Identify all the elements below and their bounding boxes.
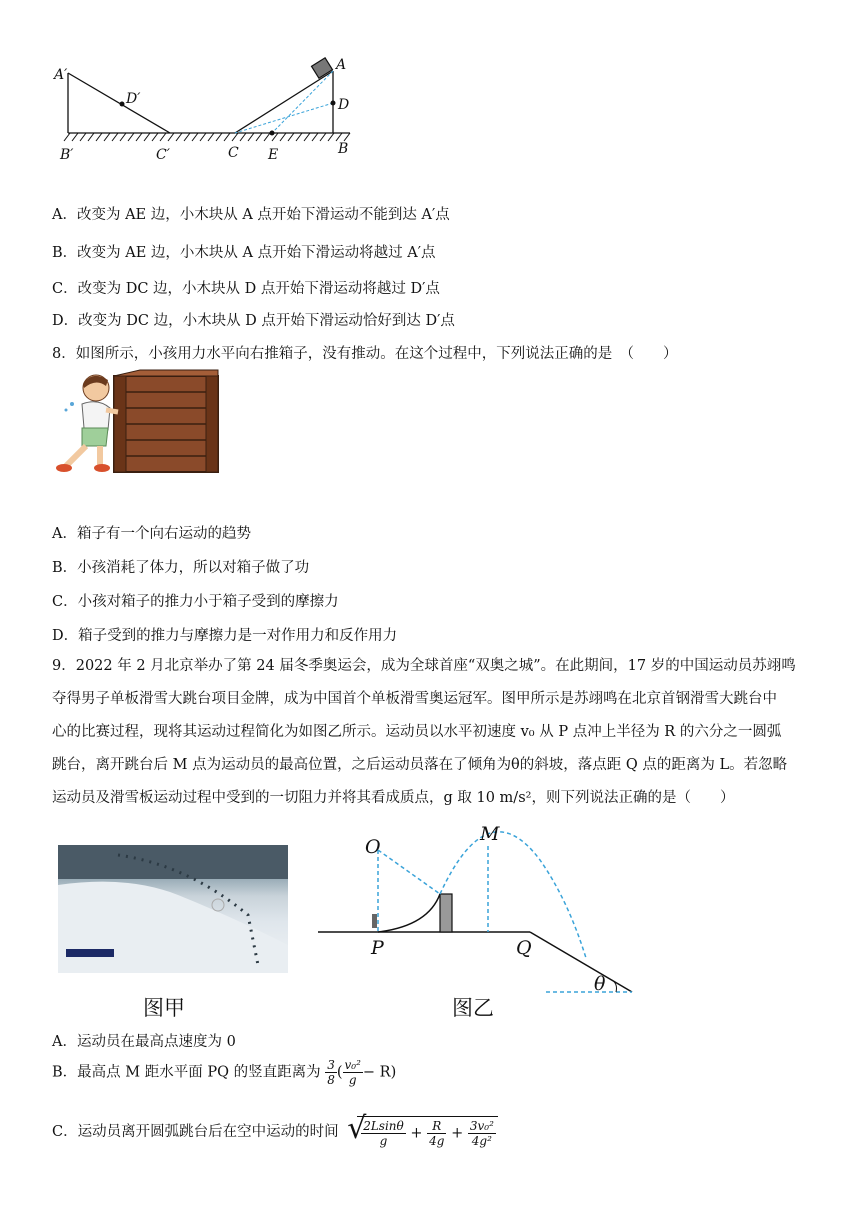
frac-num: 3v₀² bbox=[469, 1119, 494, 1133]
label-b-prime: B′ bbox=[60, 147, 74, 163]
frac-den: 4g² bbox=[471, 1134, 492, 1148]
frac-den: 4g bbox=[429, 1134, 445, 1148]
label-m: M bbox=[480, 823, 500, 845]
frac-num: √ 2Lsinθ bbox=[363, 1119, 404, 1133]
q9-option-b-text: B．最高点 M 距水平面 PQ 的竖直距离为 bbox=[52, 1064, 321, 1081]
q9-stem-line-1: 9．2022 年 2 月北京举办了第 24 届冬季奥运会，成为全球首座“双奥之城”。在此期间，17 岁的中国运动员苏翊鸣 bbox=[52, 658, 796, 674]
frac-num: v₀² bbox=[344, 1058, 361, 1072]
q8-option-b: B．小孩消耗了体力，所以对箱子做了功 bbox=[52, 560, 310, 576]
label-theta: θ bbox=[594, 973, 606, 995]
q9-stem-line-2: 夺得男子单板滑雪大跳台项目金牌，成为中国首个单板滑雪奥运冠军。图甲所示是苏翊鸣在北京首钢滑雪大跳台中 bbox=[52, 691, 777, 707]
frac-term-3 bbox=[468, 1119, 496, 1148]
q9-option-b-tail: − R) bbox=[362, 1064, 397, 1081]
ski-trajectory-diagram bbox=[318, 820, 648, 1000]
label-a: A bbox=[336, 57, 347, 73]
frac-num: 3 bbox=[327, 1058, 335, 1072]
q9-stem-line-5: 运动员及滑雪板运动过程中受到的一切阻力并将其看成质点，g 取 10 m/s²，则下列说法正确的是（ ） bbox=[52, 790, 735, 806]
label-q: Q bbox=[516, 937, 532, 959]
label-a-prime: A′ bbox=[54, 67, 68, 83]
q8-option-d: D．箱子受到的推力与摩擦力是一对作用力和反作用力 bbox=[52, 628, 398, 644]
label-d-prime: D′ bbox=[126, 91, 141, 107]
q7-option-b: B．改变为 AE 边，小木块从 A 点开始下滑运动将越过 A′点 bbox=[52, 245, 436, 261]
q9-option-b-coef bbox=[325, 1058, 337, 1087]
fig-caption-right: 图乙 bbox=[452, 996, 494, 1020]
q7-option-c: C．改变为 DC 边，小木块从 D 点开始下滑运动将越过 D′点 bbox=[52, 281, 440, 297]
q8-stem: 8．如图所示，小孩用力水平向右推箱子，没有推动。在这个过程中，下列说法正确的是 （ ） bbox=[52, 346, 678, 362]
q9-stem-line-4: 跳台，离开跳台后 M 点为运动员的最高位置，之后运动员落在了倾角为θ的斜坡，落点距 Q 点的距离为 L。若忽略 bbox=[52, 757, 788, 773]
child-pushing-box-illustration bbox=[52, 368, 224, 476]
frac-den: 8 bbox=[327, 1073, 335, 1087]
label-o: O bbox=[365, 836, 381, 858]
label-p: P bbox=[371, 937, 384, 959]
label-c-prime: C′ bbox=[156, 147, 170, 163]
q7-option-d: D．改变为 DC 边，小木块从 D 点开始下滑运动恰好到达 D′点 bbox=[52, 313, 455, 329]
q9-option-c-text: C．运动员离开圆弧跳台后在空中运动的时间 bbox=[52, 1124, 339, 1140]
label-d: D bbox=[338, 97, 350, 113]
frac-term-2 bbox=[427, 1119, 446, 1148]
q8-option-a: A．箱子有一个向右运动的趋势 bbox=[52, 526, 251, 542]
q9-option-c-sqrt: √ $\frac{2Lsin\theta}{g}$ + $\frac{R}{4g}$ + $\frac{\text{3v₀²}}{\text{4g²}}$ bbox=[357, 1116, 498, 1148]
ski-jump-photo bbox=[58, 845, 288, 973]
label-b: B bbox=[338, 141, 349, 157]
frac-term-1 bbox=[361, 1119, 406, 1148]
label-e: E bbox=[268, 147, 279, 163]
fig-caption-left: 图甲 bbox=[143, 996, 185, 1020]
frac-den: g bbox=[379, 1134, 388, 1148]
q9-option-b-inner bbox=[343, 1058, 363, 1087]
q9-stem-line-3: 心的比赛过程，现将其运动过程简化为如图乙所示。运动员以水平初速度 v₀ 从 P 点冲上半径为 R 的六分之一圆弧 bbox=[52, 724, 782, 740]
frac-den: g bbox=[348, 1073, 357, 1087]
frac-num: R bbox=[427, 1119, 446, 1134]
q9-option-a: A．运动员在最高点速度为 0 bbox=[52, 1034, 236, 1050]
inclined-planes-figure bbox=[50, 55, 370, 170]
q9-stem bbox=[52, 650, 812, 815]
q7-option-a: A．改变为 AE 边，小木块从 A 点开始下滑运动不能到达 A′点 bbox=[52, 207, 450, 223]
q9-option-c bbox=[52, 1116, 498, 1148]
q9-option-b: B．最高点 M 距水平面 PQ 的竖直距离为 $\frac{3}{8}$ ( $\frac{\text{v₀²}}{g}$ − R) bbox=[52, 1058, 397, 1087]
label-c: C bbox=[228, 145, 239, 161]
q8-option-c: C．小孩对箱子的推力小于箱子受到的摩擦力 bbox=[52, 594, 339, 610]
